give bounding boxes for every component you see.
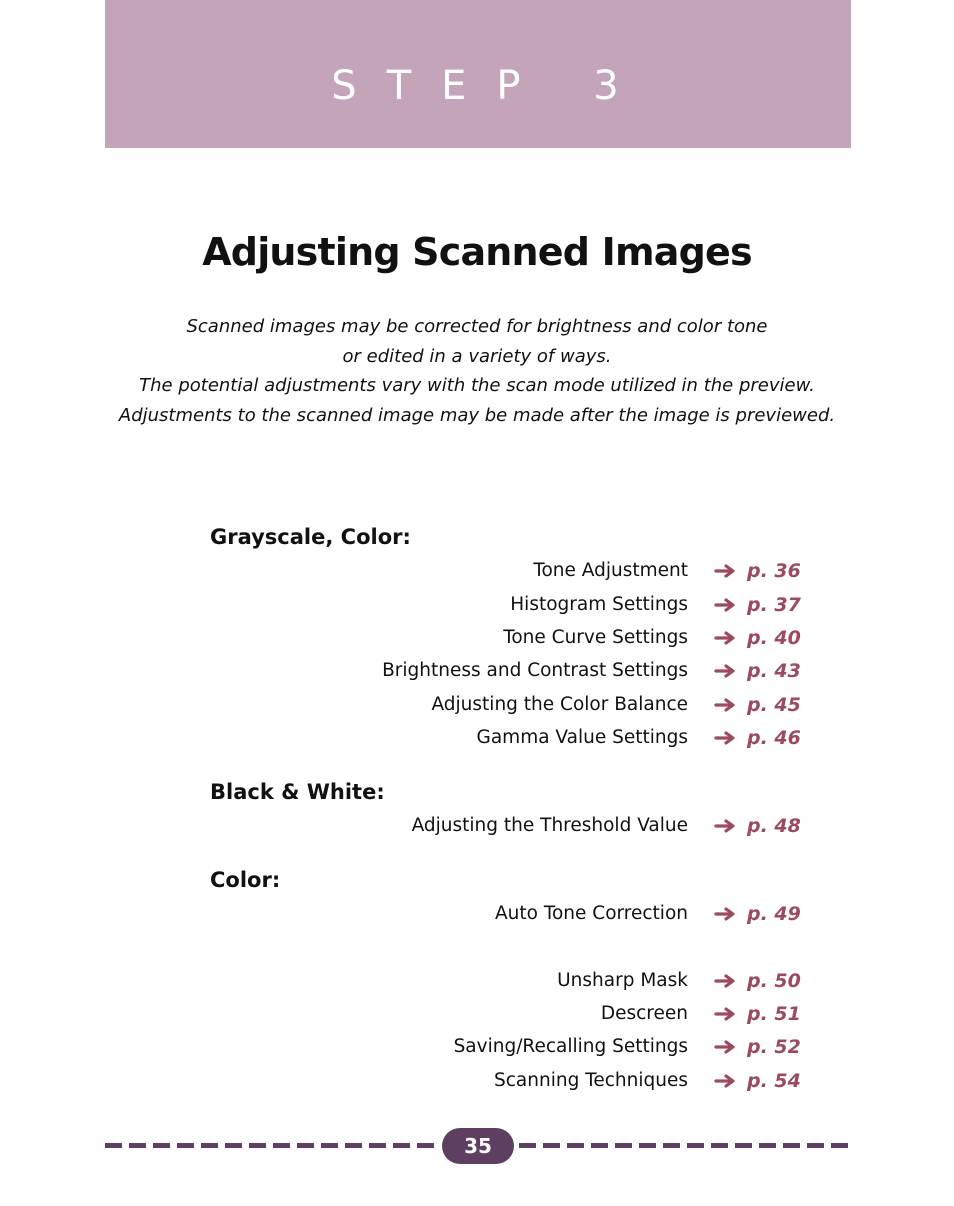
toc-entry-auto-tone-correction[interactable] xyxy=(0,900,954,928)
section-title-color: Color: xyxy=(210,868,281,892)
toc-entry-label: Adjusting the Color Balance xyxy=(431,694,688,715)
arrow-right-icon xyxy=(714,730,738,746)
footer-dash xyxy=(783,1143,800,1148)
step-banner xyxy=(105,0,851,148)
arrow-right-icon xyxy=(714,1039,738,1055)
arrow-right-icon xyxy=(714,697,738,713)
toc-entry-saving-recalling[interactable] xyxy=(0,1033,954,1061)
footer-dash xyxy=(105,1143,122,1148)
step-label: STEP 3 xyxy=(331,63,649,109)
intro-paragraph xyxy=(0,312,954,430)
section-title-black-white: Black & White: xyxy=(210,780,385,804)
arrow-right-icon xyxy=(714,973,738,989)
toc-entry-label: Tone Adjustment xyxy=(533,560,688,581)
footer-dash xyxy=(153,1143,170,1148)
toc-entry-label: Descreen xyxy=(600,1003,688,1024)
arrow-right-icon xyxy=(714,663,738,679)
footer-dash xyxy=(759,1143,776,1148)
footer-dash xyxy=(345,1143,362,1148)
intro-line: The potential adjustments vary with the scan mode utilized in the preview. xyxy=(139,375,815,396)
arrow-right-icon xyxy=(714,906,738,922)
toc-entry-page[interactable]: p. 43 xyxy=(747,660,801,682)
toc-entry-label: Tone Curve Settings xyxy=(503,627,688,648)
arrow-right-icon xyxy=(714,563,738,579)
footer-dash xyxy=(519,1143,536,1148)
intro-line: Scanned images may be corrected for brightness and color tone xyxy=(186,316,768,337)
footer-dash xyxy=(639,1143,656,1148)
footer-dash xyxy=(711,1143,728,1148)
toc-entry-brightness-contrast[interactable] xyxy=(0,657,954,685)
footer-dash xyxy=(735,1143,752,1148)
arrow-right-icon xyxy=(714,818,738,834)
arrow-right-icon xyxy=(714,630,738,646)
arrow-right-icon xyxy=(714,1006,738,1022)
toc-entry-color-balance[interactable] xyxy=(0,691,954,719)
toc-entry-page[interactable]: p. 37 xyxy=(747,594,801,616)
footer-dash xyxy=(225,1143,242,1148)
footer-dash xyxy=(369,1143,386,1148)
toc-entry-page[interactable]: p. 52 xyxy=(747,1036,801,1058)
footer-dash xyxy=(249,1143,266,1148)
toc-entry-label: Saving/Recalling Settings xyxy=(453,1036,688,1057)
footer-dash xyxy=(273,1143,290,1148)
page-number-badge: 35 xyxy=(442,1128,514,1164)
intro-line: or edited in a variety of ways. xyxy=(342,345,612,367)
footer-dash xyxy=(591,1143,608,1148)
toc-entry-histogram-settings[interactable] xyxy=(0,591,954,619)
footer-dash xyxy=(417,1143,434,1148)
footer-dash xyxy=(687,1143,704,1148)
toc-entry-label: Gamma Value Settings xyxy=(476,727,688,748)
toc-entry-page[interactable]: p. 50 xyxy=(747,970,801,992)
toc-entry-page[interactable]: p. 40 xyxy=(747,627,801,649)
toc-entry-gamma-value[interactable] xyxy=(0,724,954,752)
section-title-grayscale-color: Grayscale, Color: xyxy=(210,525,411,549)
footer-dash xyxy=(129,1143,146,1148)
footer-dash xyxy=(567,1143,584,1148)
toc-entry-page[interactable]: p. 36 xyxy=(747,560,801,582)
footer-dash xyxy=(807,1143,824,1148)
footer-dash xyxy=(543,1143,560,1148)
toc-entry-page[interactable]: p. 45 xyxy=(747,694,801,716)
arrow-right-icon xyxy=(714,597,738,613)
toc-entry-label: Adjusting the Threshold Value xyxy=(411,815,688,836)
footer-dash xyxy=(297,1143,314,1148)
intro-line: Adjustments to the scanned image may be made after the image is previewed. xyxy=(118,404,836,426)
arrow-right-icon xyxy=(714,1073,738,1089)
footer-dash xyxy=(615,1143,632,1148)
toc-entry-label: Histogram Settings xyxy=(510,594,688,615)
toc-entry-unsharp-mask[interactable] xyxy=(0,967,954,995)
toc-entry-descreen[interactable] xyxy=(0,1000,954,1028)
toc-entry-page[interactable]: p. 54 xyxy=(747,1070,801,1092)
toc-entry-tone-curve-settings[interactable] xyxy=(0,624,954,652)
toc-entry-label: Scanning Techniques xyxy=(494,1070,688,1091)
toc-entry-label: Auto Tone Correction xyxy=(494,903,688,924)
footer-dash xyxy=(177,1143,194,1148)
toc-entry-tone-adjustment[interactable] xyxy=(0,557,954,585)
footer-dash xyxy=(321,1143,338,1148)
toc-entry-scanning-techniques[interactable] xyxy=(0,1067,954,1095)
toc-entry-page[interactable]: p. 49 xyxy=(747,903,801,925)
footer-dash xyxy=(201,1143,218,1148)
toc-entry-page[interactable]: p. 51 xyxy=(747,1003,801,1025)
toc-entry-label: Brightness and Contrast Settings xyxy=(382,660,688,681)
toc-entry-threshold-value[interactable] xyxy=(0,812,954,840)
page-footer xyxy=(105,1128,851,1164)
footer-dash xyxy=(831,1143,848,1148)
toc-entry-page[interactable]: p. 48 xyxy=(747,815,801,837)
toc-entry-page[interactable]: p. 46 xyxy=(747,727,801,749)
toc-entry-label: Unsharp Mask xyxy=(557,970,688,991)
footer-dash xyxy=(663,1143,680,1148)
footer-dash xyxy=(393,1143,410,1148)
page-title: Adjusting Scanned Images xyxy=(202,230,752,274)
